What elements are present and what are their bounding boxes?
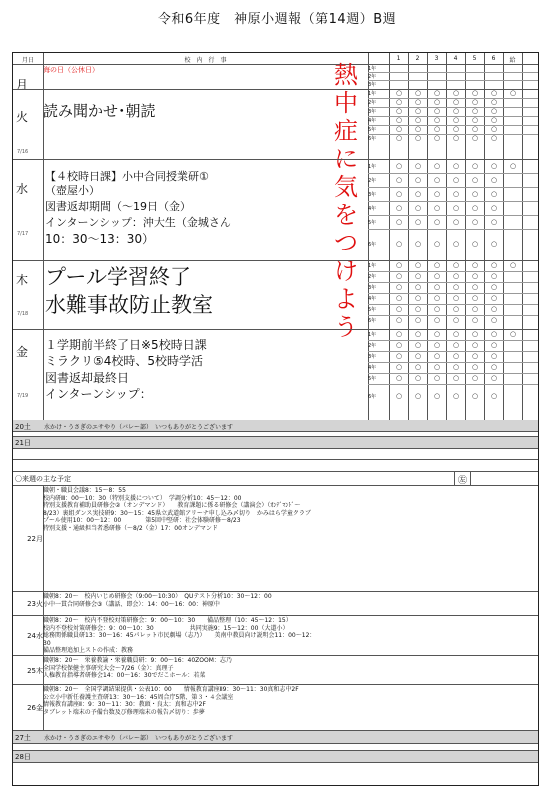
next-week-day-label: 22月 [27, 535, 43, 543]
schedule-mark: ○ [471, 283, 479, 291]
grade-row-label: 3年 [368, 354, 377, 360]
fri-event-2: ミラクリ⑤4校時、5校時学活 [45, 354, 204, 368]
column-divider [522, 53, 523, 420]
schedule-mark: ○ [452, 374, 460, 382]
next-week-schedule-line: タブレット端末の予備台数及び修理端末の報告〆切り：歩夢 [43, 708, 205, 716]
grade-row-divider [368, 173, 539, 174]
schedule-mark: ○ [452, 89, 460, 97]
holiday-label: 海の日（公休日） [43, 66, 99, 74]
schedule-mark: ○ [414, 363, 422, 371]
schedule-mark: ○ [509, 261, 517, 269]
grade-row-label: 6年 [368, 394, 377, 400]
schedule-mark: ○ [490, 283, 498, 291]
next-week-schedule-line: プール使用10：00～12：00 第5回中堅研：社会体験研修～8/23 [43, 517, 241, 525]
sat27-label: 27土 [15, 734, 31, 742]
schedule-mark: ○ [490, 261, 498, 269]
schedule-mark: ○ [395, 272, 403, 280]
schedule-mark: ○ [433, 107, 441, 115]
grade-row-label: 6年 [368, 318, 377, 324]
schedule-mark: ○ [414, 189, 422, 198]
schedule-mark: ○ [490, 125, 498, 133]
grade-row-label: 3年 [368, 81, 377, 88]
schedule-mark: ○ [395, 98, 403, 106]
schedule-mark: ○ [471, 203, 479, 212]
schedule-mark: ○ [414, 175, 422, 184]
next-week-schedule-line: 職朝8：20～ 校内不登校対策研修会：9：00～10：30 備品整理（10：45～12：15） [43, 617, 292, 624]
schedule-mark: ○ [395, 392, 403, 400]
next-week-day-separator [13, 591, 539, 592]
schedule-mark: ○ [414, 116, 422, 124]
schedule-mark: ○ [490, 294, 498, 302]
schedule-mark: ○ [490, 316, 498, 324]
grade-row-label: 3年 [368, 285, 377, 291]
schedule-mark: ○ [490, 161, 498, 170]
grade-row-label: 3年 [368, 109, 377, 115]
grade-row-divider [368, 80, 539, 81]
grade-row-divider [368, 187, 539, 188]
next-week-schedule-line: 備品整理追加上ストの作成：教務 [43, 647, 134, 655]
schedule-mark: ○ [395, 239, 403, 248]
schedule-mark: ○ [452, 330, 460, 338]
grade-row-label: 1年 [368, 65, 377, 72]
schedule-mark: ○ [433, 363, 441, 371]
weekly-report-sheet [12, 52, 539, 786]
schedule-mark: ○ [395, 374, 403, 382]
schedule-mark: ○ [471, 294, 479, 302]
next-week-schedule-line: 人権教育指導者研修会14：00～16：30でだこホール：若菜 [43, 672, 206, 680]
schedule-mark: ○ [490, 107, 498, 115]
date-tue: 7/16 [17, 149, 29, 155]
schedule-mark: ○ [452, 305, 460, 313]
schedule-mark: ○ [471, 239, 479, 248]
next-week-schedule-line: 職朝8：20～ 校内いじめ研修会（9:00～10:30） QUテスト分析10：30～12：00 [43, 593, 272, 600]
next-week-schedule-line: 特別支援教育補助員研修会②（オンデマンド） 教育課題に係る研修会（講演会）（ｵﾝﾃﾞﾏﾝﾄﾞ～ [43, 502, 301, 510]
thu-event-1: プール学習終了 [45, 265, 191, 289]
grade-row-divider [368, 201, 539, 202]
schedule-mark: ○ [433, 352, 441, 360]
notice-char: よ [334, 285, 358, 313]
notice-char: 気 [334, 173, 358, 201]
schedule-mark: ○ [490, 217, 498, 226]
next-week-schedule-line: 特別支援・通級担当者悉研修（～8/2（金）17：00オンデマンド [43, 525, 218, 532]
next-week-circle-mark: ㊧ [458, 476, 468, 486]
schedule-mark: ○ [490, 363, 498, 371]
notice-char: 症 [334, 117, 358, 145]
schedule-mark: ○ [452, 261, 460, 269]
grade-row-label: 3年 [368, 191, 377, 198]
schedule-mark: ○ [452, 125, 460, 133]
schedule-mark: ○ [452, 161, 460, 170]
schedule-mark: ○ [414, 217, 422, 226]
grade-row-label: 2年 [368, 274, 377, 280]
grade-column-header: 5 [472, 55, 477, 62]
next-week-day-label: 25木 [27, 666, 43, 675]
schedule-mark: ○ [471, 161, 479, 170]
schedule-mark: ○ [452, 203, 460, 212]
grade-row-label: 2年 [368, 100, 377, 106]
date-column-header: 月日 [21, 57, 34, 64]
schedule-mark: ○ [433, 125, 441, 133]
tue-event-1: 読み聞かせ･朝読 [43, 102, 156, 120]
wed-event-2: （壺屋小） [45, 184, 100, 197]
schedule-mark: ○ [414, 125, 422, 133]
next-week-schedule-line: 小中一貫合同研修会③（講話、即会）：14：00～16：00：神原中 [43, 600, 220, 608]
schedule-mark: ○ [490, 341, 498, 349]
schedule-mark: ○ [433, 294, 441, 302]
day-separator [13, 159, 539, 160]
schedule-mark: ○ [414, 272, 422, 280]
sun28-label: 28日 [15, 753, 31, 761]
sat27-text: 水かけ・うさぎのエサやり（バレー部） いつもありがとうございます [44, 735, 234, 742]
notice-char: つ [334, 229, 358, 257]
schedule-mark: ○ [490, 374, 498, 382]
schedule-mark: ○ [471, 116, 479, 124]
day-thu: 木 [16, 273, 29, 287]
schedule-mark: ○ [414, 294, 422, 302]
next-week-schedule-line: 8/23）裏組ダンス実技研9：30～15：45県立武道館アリーナ申し込み〆切り かみはら学童クラブ [43, 509, 311, 517]
schedule-mark: ○ [471, 272, 479, 280]
next-week-schedule-line: 職朝8：20～ 栄養教諭・栄養職員研：9：00～16：40ZOOM：志乃 [43, 657, 232, 664]
grade-row-label: 2年 [368, 177, 377, 184]
schedule-mark: ○ [414, 203, 422, 212]
grade-row-divider [368, 384, 539, 385]
sat20-text: 水かけ・うさぎのエサやり（バレー部） いつもありがとうございます [44, 424, 234, 431]
grade-row-label: 4年 [368, 296, 377, 302]
schedule-mark: ○ [490, 203, 498, 212]
events-column-header: 校 内 行 事 [184, 57, 227, 64]
schedule-mark: ○ [433, 161, 441, 170]
column-divider [503, 53, 504, 420]
schedule-mark: ○ [509, 161, 517, 170]
schedule-mark: ○ [433, 217, 441, 226]
schedule-mark: ○ [471, 134, 479, 142]
next-week-schedule-line: 校内不登校対策研修会：9：00～10：30 共同実施9：15～12：00（大道小） [43, 624, 289, 632]
schedule-mark: ○ [433, 392, 441, 400]
schedule-mark: ○ [433, 330, 441, 338]
schedule-mark: ○ [452, 272, 460, 280]
schedule-mark: ○ [490, 272, 498, 280]
column-divider [43, 53, 44, 420]
schedule-mark: ○ [471, 316, 479, 324]
grade-row-label: 5年 [368, 307, 377, 313]
schedule-mark: ○ [395, 161, 403, 170]
next-week-day-label: 24水 [27, 632, 43, 640]
schedule-mark: ○ [490, 392, 498, 400]
heatstroke-notice [331, 61, 361, 341]
schedule-mark: ○ [452, 217, 460, 226]
schedule-mark: ○ [490, 116, 498, 124]
schedule-mark: ○ [471, 352, 479, 360]
grade-column-header: 3 [434, 55, 439, 62]
sun28-row [13, 750, 539, 762]
schedule-mark: ○ [433, 134, 441, 142]
schedule-mark: ○ [490, 134, 498, 142]
schedule-mark: ○ [433, 89, 441, 97]
schedule-mark: ○ [452, 175, 460, 184]
schedule-mark: ○ [471, 330, 479, 338]
next-week-day-label: 26金 [27, 704, 43, 712]
grade-row-label: 2年 [368, 73, 377, 80]
schedule-mark: ○ [414, 374, 422, 382]
schedule-mark: ○ [490, 352, 498, 360]
notice-char: 熱 [334, 61, 358, 89]
schedule-mark: ○ [471, 189, 479, 198]
schedule-mark: ○ [395, 89, 403, 97]
page-title: 令和6年度 神原小週報（第14週）B週 [157, 12, 397, 27]
schedule-mark: ○ [414, 330, 422, 338]
notice-char: 中 [334, 89, 358, 117]
schedule-mark: ○ [471, 392, 479, 400]
schedule-mark: ○ [395, 330, 403, 338]
notice-char: う [334, 313, 358, 341]
grade-row-label: 1年 [368, 263, 377, 269]
schedule-mark: ○ [509, 330, 517, 338]
schedule-mark: ○ [433, 341, 441, 349]
schedule-mark: ○ [414, 161, 422, 170]
schedule-mark: ○ [433, 305, 441, 313]
day-tue: 火 [16, 110, 29, 124]
schedule-mark: ○ [395, 283, 403, 291]
schedule-mark: ○ [490, 305, 498, 313]
schedule-mark: ○ [395, 261, 403, 269]
sun21-label: 21日 [15, 439, 31, 447]
grade-row-label: 5年 [368, 219, 377, 226]
schedule-mark: ○ [452, 316, 460, 324]
schedule-mark: ○ [509, 89, 517, 97]
schedule-mark: ○ [490, 239, 498, 248]
schedule-mark: ○ [471, 374, 479, 382]
schedule-mark: ○ [395, 116, 403, 124]
schedule-mark: ○ [452, 294, 460, 302]
schedule-mark: ○ [414, 283, 422, 291]
grade-column-header: 2 [415, 55, 420, 62]
schedule-mark: ○ [395, 125, 403, 133]
grade-row-divider [368, 229, 539, 230]
notice-char: に [334, 145, 358, 173]
day-fri: 金 [16, 345, 29, 359]
schedule-mark: ○ [433, 175, 441, 184]
grade-row-label: 1年 [368, 332, 377, 338]
schedule-mark: ○ [490, 175, 498, 184]
schedule-mark: ○ [452, 363, 460, 371]
schedule-mark: ○ [414, 316, 422, 324]
schedule-mark: ○ [452, 341, 460, 349]
next-week-day-separator [13, 684, 539, 685]
schedule-mark: ○ [414, 341, 422, 349]
grade-column-header: 6 [491, 55, 496, 62]
fri-event-4: インターンシップ： [45, 387, 152, 401]
schedule-mark: ○ [414, 352, 422, 360]
schedule-mark: ○ [471, 125, 479, 133]
schedule-mark: ○ [414, 134, 422, 142]
schedule-mark: ○ [395, 203, 403, 212]
schedule-mark: ○ [395, 217, 403, 226]
schedule-mark: ○ [490, 330, 498, 338]
schedule-mark: ○ [433, 316, 441, 324]
grade-row-label: 1年 [368, 163, 377, 170]
sat20-label: 20土 [15, 423, 31, 431]
next-week-schedule-line: 職朝8：20～ 全国学調結果提供・公表10：00 情報教育講座Ⅱ9：30～11：30真和志中2F [43, 686, 299, 693]
schedule-mark: ○ [395, 341, 403, 349]
grade-column-header: 4 [453, 55, 458, 62]
grade-row-label: 6年 [368, 241, 377, 248]
schedule-mark: ○ [490, 89, 498, 97]
grade-row-label: 4年 [368, 365, 377, 371]
schedule-mark: ○ [395, 352, 403, 360]
schedule-mark: ○ [433, 374, 441, 382]
next-week-day-separator [13, 655, 539, 656]
schedule-mark: ○ [490, 189, 498, 198]
grade-row-label: 6年 [368, 136, 377, 142]
schedule-mark: ○ [452, 189, 460, 198]
next-week-day-label: 23火 [27, 600, 43, 608]
schedule-mark: ○ [433, 203, 441, 212]
date-wed: 7/17 [17, 231, 29, 237]
next-week-schedule-line: 総務関係職員研13：30～16：45パレット市民劇場（志乃） 美南中教員向け説明会11：00～12： [43, 632, 316, 640]
schedule-mark: ○ [414, 239, 422, 248]
schedule-mark: ○ [395, 305, 403, 313]
wed-event-4: インターンシップ：沖大生（金城さん [45, 216, 231, 229]
schedule-mark: ○ [414, 98, 422, 106]
grade-column-header: 1 [396, 55, 401, 62]
grade-row-label: 4年 [368, 118, 377, 124]
schedule-mark: ○ [471, 341, 479, 349]
schedule-mark: ○ [433, 261, 441, 269]
schedule-mark: ○ [452, 98, 460, 106]
grade-row-divider [368, 215, 539, 216]
next-week-schedule-line: 公立小中新任養護主査研13：30～16：45周合庁5階、第３・４会議室 [43, 693, 234, 701]
grade-row-label: 1年 [368, 91, 377, 97]
schedule-mark: ○ [471, 363, 479, 371]
next-week-schedule-line: 全国学校保健主事研究大会～7/26（金）：真理子 [43, 664, 174, 672]
day-wed: 水 [16, 182, 29, 196]
next-week-schedule-line: 職朝・職員会議8：15～8：55 [43, 487, 126, 494]
schedule-mark: ○ [452, 107, 460, 115]
schedule-mark: ○ [414, 107, 422, 115]
grade-row-label: 5年 [368, 127, 377, 133]
schedule-mark: ○ [395, 294, 403, 302]
schedule-mark: ○ [471, 305, 479, 313]
next-week-schedule-line: 校内研Ⅲ：00～10：30（特別支援について） 学調分析10：45～12：00 [43, 494, 242, 502]
schedule-mark: ○ [471, 261, 479, 269]
wed-event-5: 10：30～13：30） [45, 232, 155, 246]
date-fri: 7/19 [17, 393, 29, 399]
schedule-mark: ○ [395, 175, 403, 184]
grade-row-divider [368, 72, 539, 73]
grade-row-label: 2年 [368, 343, 377, 349]
next-week-schedule-line: 30 [43, 639, 51, 647]
schedule-mark: ○ [414, 392, 422, 400]
schedule-mark: ○ [395, 189, 403, 198]
schedule-mark: ○ [471, 89, 479, 97]
schedule-mark: ○ [452, 283, 460, 291]
schedule-mark: ○ [433, 189, 441, 198]
schedule-mark: ○ [452, 392, 460, 400]
schedule-mark: ○ [414, 89, 422, 97]
sun21-row [13, 436, 539, 448]
date-thu: 7/18 [17, 311, 29, 317]
schedule-mark: ○ [452, 239, 460, 248]
schedule-mark: ○ [395, 134, 403, 142]
notice-char: を [334, 201, 358, 229]
schedule-mark: ○ [452, 134, 460, 142]
schedule-mark: ○ [490, 98, 498, 106]
fri-event-3: 図書返却最終日 [45, 371, 130, 385]
schedule-mark: ○ [433, 283, 441, 291]
next-week-heading: 〇来週の主な予定 [15, 475, 71, 483]
schedule-mark: ○ [433, 239, 441, 248]
wed-event-3: 図書返却期間（～19日（金） [45, 200, 191, 213]
next-week-schedule-line: 情報教育講座Ⅱ：9：30～11：30：教頭・良太：真和志中2F [43, 701, 206, 709]
schedule-mark: ○ [452, 352, 460, 360]
schedule-mark: ○ [471, 175, 479, 184]
schedule-mark: ○ [452, 116, 460, 124]
schedule-mark: ○ [433, 272, 441, 280]
wed-event-1: 【４校時日課】小中合同授業研① [45, 170, 209, 183]
notice-char: け [334, 257, 358, 285]
schedule-mark: ○ [471, 98, 479, 106]
fri-event-1: １学期前半終了日※5校時日課 [45, 338, 207, 352]
schedule-mark: ○ [395, 363, 403, 371]
grade-row-label: 5年 [368, 376, 377, 382]
day-mon: 月 [16, 78, 29, 92]
schedule-mark: ○ [471, 217, 479, 226]
thu-event-2: 水難事故防止教室 [45, 293, 213, 317]
schedule-mark: ○ [433, 98, 441, 106]
schedule-mark: ○ [395, 316, 403, 324]
schedule-mark: ○ [414, 305, 422, 313]
grade-column-header: 給 [509, 57, 516, 64]
grade-row-label: 4年 [368, 205, 377, 212]
next-week-day-separator [13, 615, 539, 616]
schedule-mark: ○ [395, 107, 403, 115]
schedule-mark: ○ [471, 107, 479, 115]
schedule-mark: ○ [414, 261, 422, 269]
schedule-mark: ○ [433, 116, 441, 124]
